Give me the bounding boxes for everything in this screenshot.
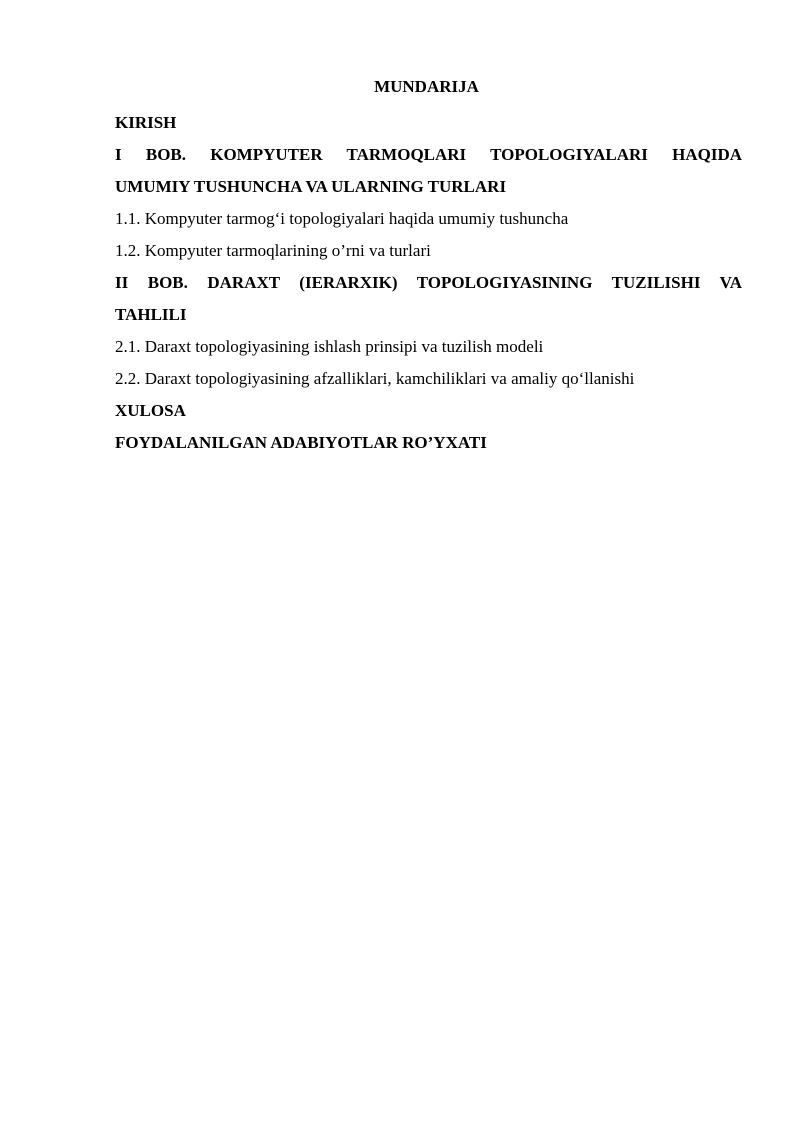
toc-item-section-2-2: 2.2. Daraxt topologiyasining afzalliklari, kamchiliklari va amaliy qo‘llanishi [115,369,635,388]
toc-item-chapter1-line1: I BOB. KOMPYUTER TARMOQLARI TOPOLOGIYALARI HAQIDA [115,145,742,164]
toc-item-section-1-1: 1.1. Kompyuter tarmog‘i topologiyalari haqida umumiy tushuncha [115,209,569,228]
toc-title: MUNDARIJA [374,77,479,96]
toc-item-chapter1-line2: UMUMIY TUSHUNCHA VA ULARNING TURLARI [115,177,507,196]
toc-item-conclusion: XULOSA [115,401,186,420]
table-of-contents [115,75,742,459]
toc-item-chapter2-line1: II BOB. DARAXT (IERARXIK) TOPOLOGIYASINING TUZILISHI VA [115,273,742,292]
toc-item-section-1-2: 1.2. Kompyuter tarmoqlarining o’rni va turlari [115,241,431,260]
toc-item-introduction: KIRISH [115,113,177,132]
toc-item-section-2-1: 2.1. Daraxt topologiyasining ishlash prinsipi va tuzilish modeli [115,337,544,356]
toc-item-chapter2-line2: TAHLILI [115,305,187,324]
toc-item-references: FOYDALANILGAN ADABIYOTLAR RO’YXATI [115,433,487,452]
